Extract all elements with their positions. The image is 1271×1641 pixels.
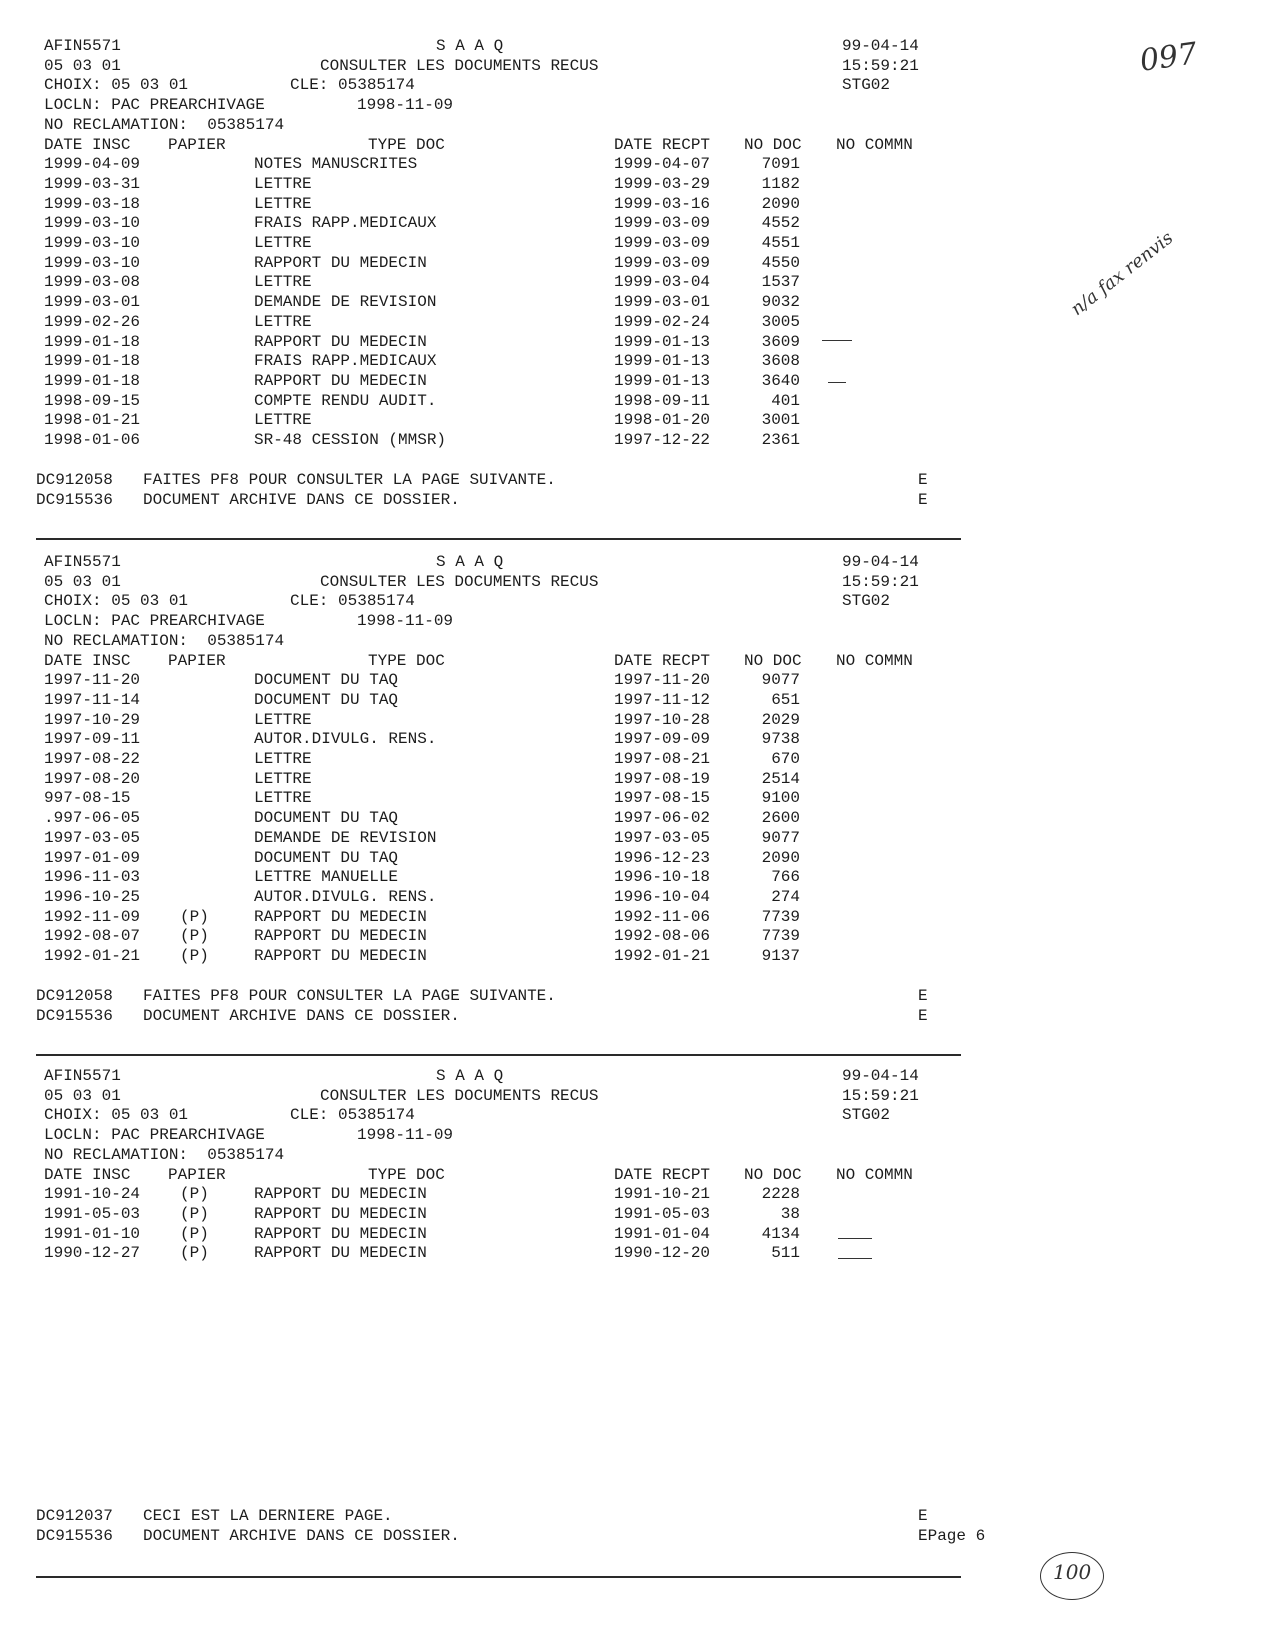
header-no-doc: NO DOC <box>744 651 802 670</box>
row-type-doc[interactable]: LETTRE <box>254 750 312 768</box>
row-date-insc[interactable]: 1997-08-22 <box>44 750 141 768</box>
message-flag: E <box>918 1507 928 1525</box>
row-type-doc[interactable]: LETTRE <box>254 789 312 808</box>
row-date-recpt: 1998-01-20 <box>614 411 711 430</box>
row-date-insc[interactable]: 1991-05-03 <box>44 1204 141 1223</box>
row-date-recpt: 1999-03-01 <box>614 293 711 312</box>
row-type-doc[interactable]: LETTRE <box>254 273 312 292</box>
header-no-doc: NO DOC <box>744 135 802 154</box>
row-no-doc: 9738 <box>761 730 800 749</box>
row-type-doc[interactable]: DOCUMENT DU TAQ <box>254 671 399 690</box>
check-mark <box>838 1258 872 1259</box>
terminal-id: STG02 <box>842 1106 891 1125</box>
choix-field[interactable]: CHOIX: 05 03 01 <box>44 592 189 611</box>
row-date-recpt: 1996-10-18 <box>614 868 711 887</box>
row-date-insc[interactable]: .997-06-05 <box>44 809 141 828</box>
header-date-recpt: DATE RECPT <box>614 651 711 670</box>
message-text: DOCUMENT ARCHIVE DANS CE DOSSIER. <box>143 1526 460 1545</box>
row-no-doc: 3608 <box>761 352 800 371</box>
row-no-doc: 9077 <box>761 828 800 847</box>
row-date-insc[interactable]: 1996-11-03 <box>44 868 141 887</box>
header-date-insc: DATE INSC <box>44 1165 131 1184</box>
row-no-doc: 2090 <box>761 848 800 867</box>
row-type-doc[interactable]: DOCUMENT DU TAQ <box>254 690 399 709</box>
check-mark <box>838 1238 872 1239</box>
header-no-commn: NO COMMN <box>836 651 913 670</box>
row-date-insc[interactable]: 1999-03-10 <box>44 234 141 252</box>
row-no-doc: 2029 <box>761 710 800 729</box>
locln-date: 1998-11-09 <box>357 1126 454 1145</box>
header-no-commn: NO COMMN <box>836 1165 913 1184</box>
message-code: DC912037 <box>36 1507 113 1525</box>
row-date-recpt: 1997-10-28 <box>614 710 711 729</box>
row-date-recpt: 1996-10-04 <box>614 887 711 906</box>
row-date-insc[interactable]: 1999-03-01 <box>44 293 141 312</box>
row-type-doc[interactable]: NOTES MANUSCRITES <box>254 155 418 174</box>
row-date-recpt: 1992-11-06 <box>614 907 711 926</box>
row-type-doc[interactable]: LETTRE <box>254 769 312 788</box>
row-date-insc[interactable]: 1990-12-27 <box>44 1244 141 1263</box>
row-date-insc[interactable]: 1997-11-14 <box>44 690 141 709</box>
screen-date: 99-04-14 <box>842 553 919 571</box>
header-papier: PAPIER <box>168 651 226 670</box>
row-type-doc[interactable]: LETTRE <box>254 710 312 729</box>
header-type-doc: TYPE DOC <box>368 1165 445 1184</box>
screen-title: CONSULTER LES DOCUMENTS RECUS <box>320 572 599 591</box>
row-no-doc: 3609 <box>761 332 800 351</box>
choix-field[interactable]: CHOIX: 05 03 01 <box>44 1106 189 1125</box>
reclamation-field: NO RECLAMATION: 05385174 <box>44 1145 285 1164</box>
row-no-doc: 9032 <box>761 293 800 312</box>
row-date-recpt: 1997-11-20 <box>614 671 711 690</box>
row-type-doc[interactable]: RAPPORT DU MEDECIN <box>254 253 427 272</box>
row-no-doc: 274 <box>771 887 800 906</box>
locln-field: LOCLN: PAC PREARCHIVAGE <box>44 1126 265 1145</box>
row-date-recpt: 1997-11-12 <box>614 690 711 709</box>
message-code: DC912058 <box>36 987 113 1005</box>
row-type-doc[interactable]: LETTRE <box>254 174 312 193</box>
row-date-insc[interactable]: 1999-01-18 <box>44 332 141 351</box>
message-text: FAITES PF8 POUR CONSULTER LA PAGE SUIVANTE. <box>143 471 556 489</box>
row-papier: (P) <box>180 947 209 965</box>
header-date-insc: DATE INSC <box>44 651 131 670</box>
row-no-doc: 2514 <box>761 769 800 788</box>
row-no-doc: 2361 <box>761 431 800 449</box>
row-type-doc[interactable]: RAPPORT DU MEDECIN <box>254 371 427 390</box>
locln-date: 1998-11-09 <box>357 612 454 631</box>
row-date-insc[interactable]: 1997-01-09 <box>44 848 141 867</box>
row-date-insc[interactable]: 1998-01-06 <box>44 431 141 449</box>
row-papier: (P) <box>180 927 209 946</box>
row-no-doc: 2090 <box>761 194 800 213</box>
handwritten-page-number: 097 <box>1137 36 1200 79</box>
row-papier: (P) <box>180 1224 209 1243</box>
row-type-doc[interactable]: LETTRE <box>254 411 312 430</box>
row-type-doc[interactable]: DEMANDE DE REVISION <box>254 293 437 312</box>
row-date-recpt: 1996-12-23 <box>614 848 711 867</box>
row-type-doc[interactable]: AUTOR.DIVULG. RENS. <box>254 887 437 906</box>
row-date-insc[interactable]: 1998-01-21 <box>44 411 141 430</box>
row-date-recpt: 1999-01-13 <box>614 332 711 351</box>
locln-field: LOCLN: PAC PREARCHIVAGE <box>44 612 265 631</box>
row-type-doc[interactable]: LETTRE <box>254 312 312 331</box>
program-id: AFIN5571 <box>44 37 121 55</box>
screen-separator <box>36 538 961 540</box>
row-date-insc[interactable]: 1997-08-20 <box>44 769 141 788</box>
program-id: AFIN5571 <box>44 1067 121 1085</box>
row-type-doc[interactable]: RAPPORT DU MEDECIN <box>254 1224 427 1243</box>
row-date-insc[interactable]: 1999-03-18 <box>44 194 141 213</box>
row-no-doc: 2600 <box>761 809 800 828</box>
row-date-recpt: 1999-03-29 <box>614 174 711 193</box>
row-type-doc[interactable]: LETTRE MANUELLE <box>254 868 399 887</box>
row-date-insc[interactable]: 1997-09-11 <box>44 730 141 749</box>
message-code: DC915536 <box>36 1006 113 1025</box>
row-type-doc[interactable]: COMPTE RENDU AUDIT. <box>254 391 437 410</box>
row-date-recpt: 1999-03-09 <box>614 253 711 272</box>
row-date-recpt: 1998-09-11 <box>614 391 711 410</box>
header-papier: PAPIER <box>168 135 226 154</box>
row-date-insc[interactable]: 1992-11-09 <box>44 907 141 926</box>
row-type-doc[interactable]: RAPPORT DU MEDECIN <box>254 1185 427 1204</box>
row-no-doc: 3005 <box>761 312 800 331</box>
header-date-insc: DATE INSC <box>44 135 131 154</box>
row-no-doc: 7739 <box>761 907 800 926</box>
row-papier: (P) <box>180 1204 209 1223</box>
message-text: DOCUMENT ARCHIVE DANS CE DOSSIER. <box>143 1006 460 1025</box>
row-date-recpt: 1997-08-19 <box>614 769 711 788</box>
row-type-doc[interactable]: RAPPORT DU MEDECIN <box>254 1244 427 1263</box>
menu-code: 05 03 01 <box>44 56 121 75</box>
handwritten-side-note: n/a fax renvis <box>1067 227 1178 320</box>
row-date-insc[interactable]: 1997-03-05 <box>44 828 141 847</box>
screen-date: 99-04-14 <box>842 1067 919 1085</box>
header-date-recpt: DATE RECPT <box>614 135 711 154</box>
screen-separator <box>36 1576 961 1578</box>
row-type-doc[interactable]: DEMANDE DE REVISION <box>254 828 437 847</box>
message-code: DC915536 <box>36 490 113 509</box>
row-date-recpt: 1997-08-15 <box>614 789 711 808</box>
program-id: AFIN5571 <box>44 553 121 571</box>
system-title: S A A Q <box>436 37 504 55</box>
row-type-doc[interactable]: RAPPORT DU MEDECIN <box>254 907 427 926</box>
row-no-doc: 401 <box>771 391 800 410</box>
row-date-recpt: 1991-01-04 <box>614 1224 711 1243</box>
header-no-doc: NO DOC <box>744 1165 802 1184</box>
header-papier: PAPIER <box>168 1165 226 1184</box>
header-no-commn: NO COMMN <box>836 135 913 154</box>
row-no-doc: 38 <box>780 1204 800 1223</box>
row-papier: (P) <box>180 1185 209 1204</box>
row-no-doc: 3640 <box>761 371 800 390</box>
screen-time: 15:59:21 <box>842 56 919 75</box>
screen-time: 15:59:21 <box>842 572 919 591</box>
screen-title: CONSULTER LES DOCUMENTS RECUS <box>320 1086 599 1105</box>
row-no-doc: 3001 <box>761 411 800 430</box>
row-type-doc[interactable]: RAPPORT DU MEDECIN <box>254 1204 427 1223</box>
row-date-insc[interactable]: 1997-10-29 <box>44 710 141 729</box>
row-type-doc[interactable]: SR-48 CESSION (MMSR) <box>254 431 447 449</box>
row-date-insc[interactable]: 1999-03-08 <box>44 273 141 292</box>
menu-code: 05 03 01 <box>44 572 121 591</box>
row-no-doc: 7091 <box>761 155 800 174</box>
reclamation-field: NO RECLAMATION: 05385174 <box>44 631 285 650</box>
row-date-insc[interactable]: 1992-01-21 <box>44 947 141 965</box>
screen-separator <box>36 1054 961 1056</box>
row-no-doc: 4552 <box>761 214 800 233</box>
row-date-insc[interactable]: 1999-02-26 <box>44 312 141 331</box>
row-type-doc[interactable]: LETTRE <box>254 194 312 213</box>
row-no-doc: 9137 <box>761 947 800 965</box>
system-title: S A A Q <box>436 553 504 571</box>
row-date-recpt: 1997-09-09 <box>614 730 711 749</box>
row-type-doc[interactable]: RAPPORT DU MEDECIN <box>254 927 427 946</box>
system-title: S A A Q <box>436 1067 504 1085</box>
message-code: DC915536 <box>36 1526 113 1545</box>
row-type-doc[interactable]: FRAIS RAPP.MEDICAUX <box>254 352 437 371</box>
screen-date: 99-04-14 <box>842 37 919 55</box>
row-date-recpt: 1999-01-13 <box>614 352 711 371</box>
cle-field[interactable]: CLE: 05385174 <box>290 1106 415 1125</box>
row-no-doc: 2228 <box>761 1185 800 1204</box>
terminal-id: STG02 <box>842 592 891 611</box>
row-type-doc[interactable]: LETTRE <box>254 234 312 252</box>
message-flag: EPage 6 <box>918 1526 986 1545</box>
row-date-insc[interactable]: 1999-01-18 <box>44 352 141 371</box>
row-date-insc[interactable]: 1996-10-25 <box>44 887 141 906</box>
message-text: CECI EST LA DERNIERE PAGE. <box>143 1507 393 1525</box>
row-date-insc[interactable]: 1999-04-09 <box>44 155 141 174</box>
row-date-insc[interactable]: 1999-03-10 <box>44 214 141 233</box>
handwritten-circled-number: 100 <box>1053 1560 1092 1584</box>
choix-field[interactable]: CHOIX: 05 03 01 <box>44 76 189 95</box>
locln-field: LOCLN: PAC PREARCHIVAGE <box>44 96 265 115</box>
message-text: DOCUMENT ARCHIVE DANS CE DOSSIER. <box>143 490 460 509</box>
message-flag: E <box>918 987 928 1005</box>
row-type-doc[interactable]: DOCUMENT DU TAQ <box>254 848 399 867</box>
message-code: DC912058 <box>36 471 113 489</box>
terminal-id: STG02 <box>842 76 891 95</box>
header-type-doc: TYPE DOC <box>368 651 445 670</box>
row-date-recpt: 1990-12-20 <box>614 1244 711 1263</box>
row-date-insc[interactable]: 1991-10-24 <box>44 1185 141 1204</box>
message-text: FAITES PF8 POUR CONSULTER LA PAGE SUIVANTE. <box>143 987 556 1005</box>
row-type-doc[interactable]: DOCUMENT DU TAQ <box>254 809 399 828</box>
row-date-recpt: 1999-02-24 <box>614 312 711 331</box>
menu-code: 05 03 01 <box>44 1086 121 1105</box>
row-date-recpt: 1997-03-05 <box>614 828 711 847</box>
row-date-insc[interactable]: 1997-11-20 <box>44 671 141 690</box>
row-no-doc: 1182 <box>761 174 800 193</box>
row-date-recpt: 1992-08-06 <box>614 927 711 946</box>
row-papier: (P) <box>180 907 209 926</box>
message-flag: E <box>918 490 928 509</box>
locln-date: 1998-11-09 <box>357 96 454 115</box>
row-no-doc: 9100 <box>761 789 800 808</box>
row-type-doc[interactable]: RAPPORT DU MEDECIN <box>254 947 427 965</box>
row-date-recpt: 1999-04-07 <box>614 155 711 174</box>
row-date-recpt: 1999-01-13 <box>614 371 711 390</box>
header-type-doc: TYPE DOC <box>368 135 445 154</box>
row-date-insc[interactable]: 1999-01-18 <box>44 371 141 390</box>
row-date-recpt: 1991-10-21 <box>614 1185 711 1204</box>
row-no-doc: 4134 <box>761 1224 800 1243</box>
row-type-doc[interactable]: FRAIS RAPP.MEDICAUX <box>254 214 437 233</box>
row-date-insc[interactable]: 1992-08-07 <box>44 927 141 946</box>
row-date-insc[interactable]: 1999-03-10 <box>44 253 141 272</box>
row-date-insc[interactable]: 997-08-15 <box>44 789 131 808</box>
row-date-recpt: 1997-12-22 <box>614 431 711 449</box>
row-date-recpt: 1999-03-16 <box>614 194 711 213</box>
row-date-insc[interactable]: 1991-01-10 <box>44 1224 141 1243</box>
screen-title: CONSULTER LES DOCUMENTS RECUS <box>320 56 599 75</box>
row-no-doc: 670 <box>771 750 800 768</box>
row-date-recpt: 1991-05-03 <box>614 1204 711 1223</box>
row-date-insc[interactable]: 1999-03-31 <box>44 174 141 193</box>
row-date-recpt: 1997-08-21 <box>614 750 711 768</box>
row-type-doc[interactable]: RAPPORT DU MEDECIN <box>254 332 427 351</box>
row-date-recpt: 1999-03-04 <box>614 273 711 292</box>
row-date-recpt: 1999-03-09 <box>614 214 711 233</box>
row-no-doc: 9077 <box>761 671 800 690</box>
cle-field[interactable]: CLE: 05385174 <box>290 592 415 611</box>
row-no-doc: 4550 <box>761 253 800 272</box>
screen-time: 15:59:21 <box>842 1086 919 1105</box>
reclamation-field: NO RECLAMATION: 05385174 <box>44 115 285 134</box>
row-type-doc[interactable]: AUTOR.DIVULG. RENS. <box>254 730 437 749</box>
row-no-doc: 511 <box>771 1244 800 1263</box>
check-mark <box>828 382 846 383</box>
cle-field[interactable]: CLE: 05385174 <box>290 76 415 95</box>
row-date-recpt: 1999-03-09 <box>614 234 711 252</box>
message-flag: E <box>918 471 928 489</box>
row-no-doc: 7739 <box>761 927 800 946</box>
row-no-doc: 651 <box>771 690 800 709</box>
header-date-recpt: DATE RECPT <box>614 1165 711 1184</box>
row-no-doc: 4551 <box>761 234 800 252</box>
row-papier: (P) <box>180 1244 209 1263</box>
check-mark <box>822 340 852 341</box>
message-flag: E <box>918 1006 928 1025</box>
row-no-doc: 1537 <box>761 273 800 292</box>
row-no-doc: 766 <box>771 868 800 887</box>
row-date-insc[interactable]: 1998-09-15 <box>44 391 141 410</box>
row-date-recpt: 1992-01-21 <box>614 947 711 965</box>
row-date-recpt: 1997-06-02 <box>614 809 711 828</box>
